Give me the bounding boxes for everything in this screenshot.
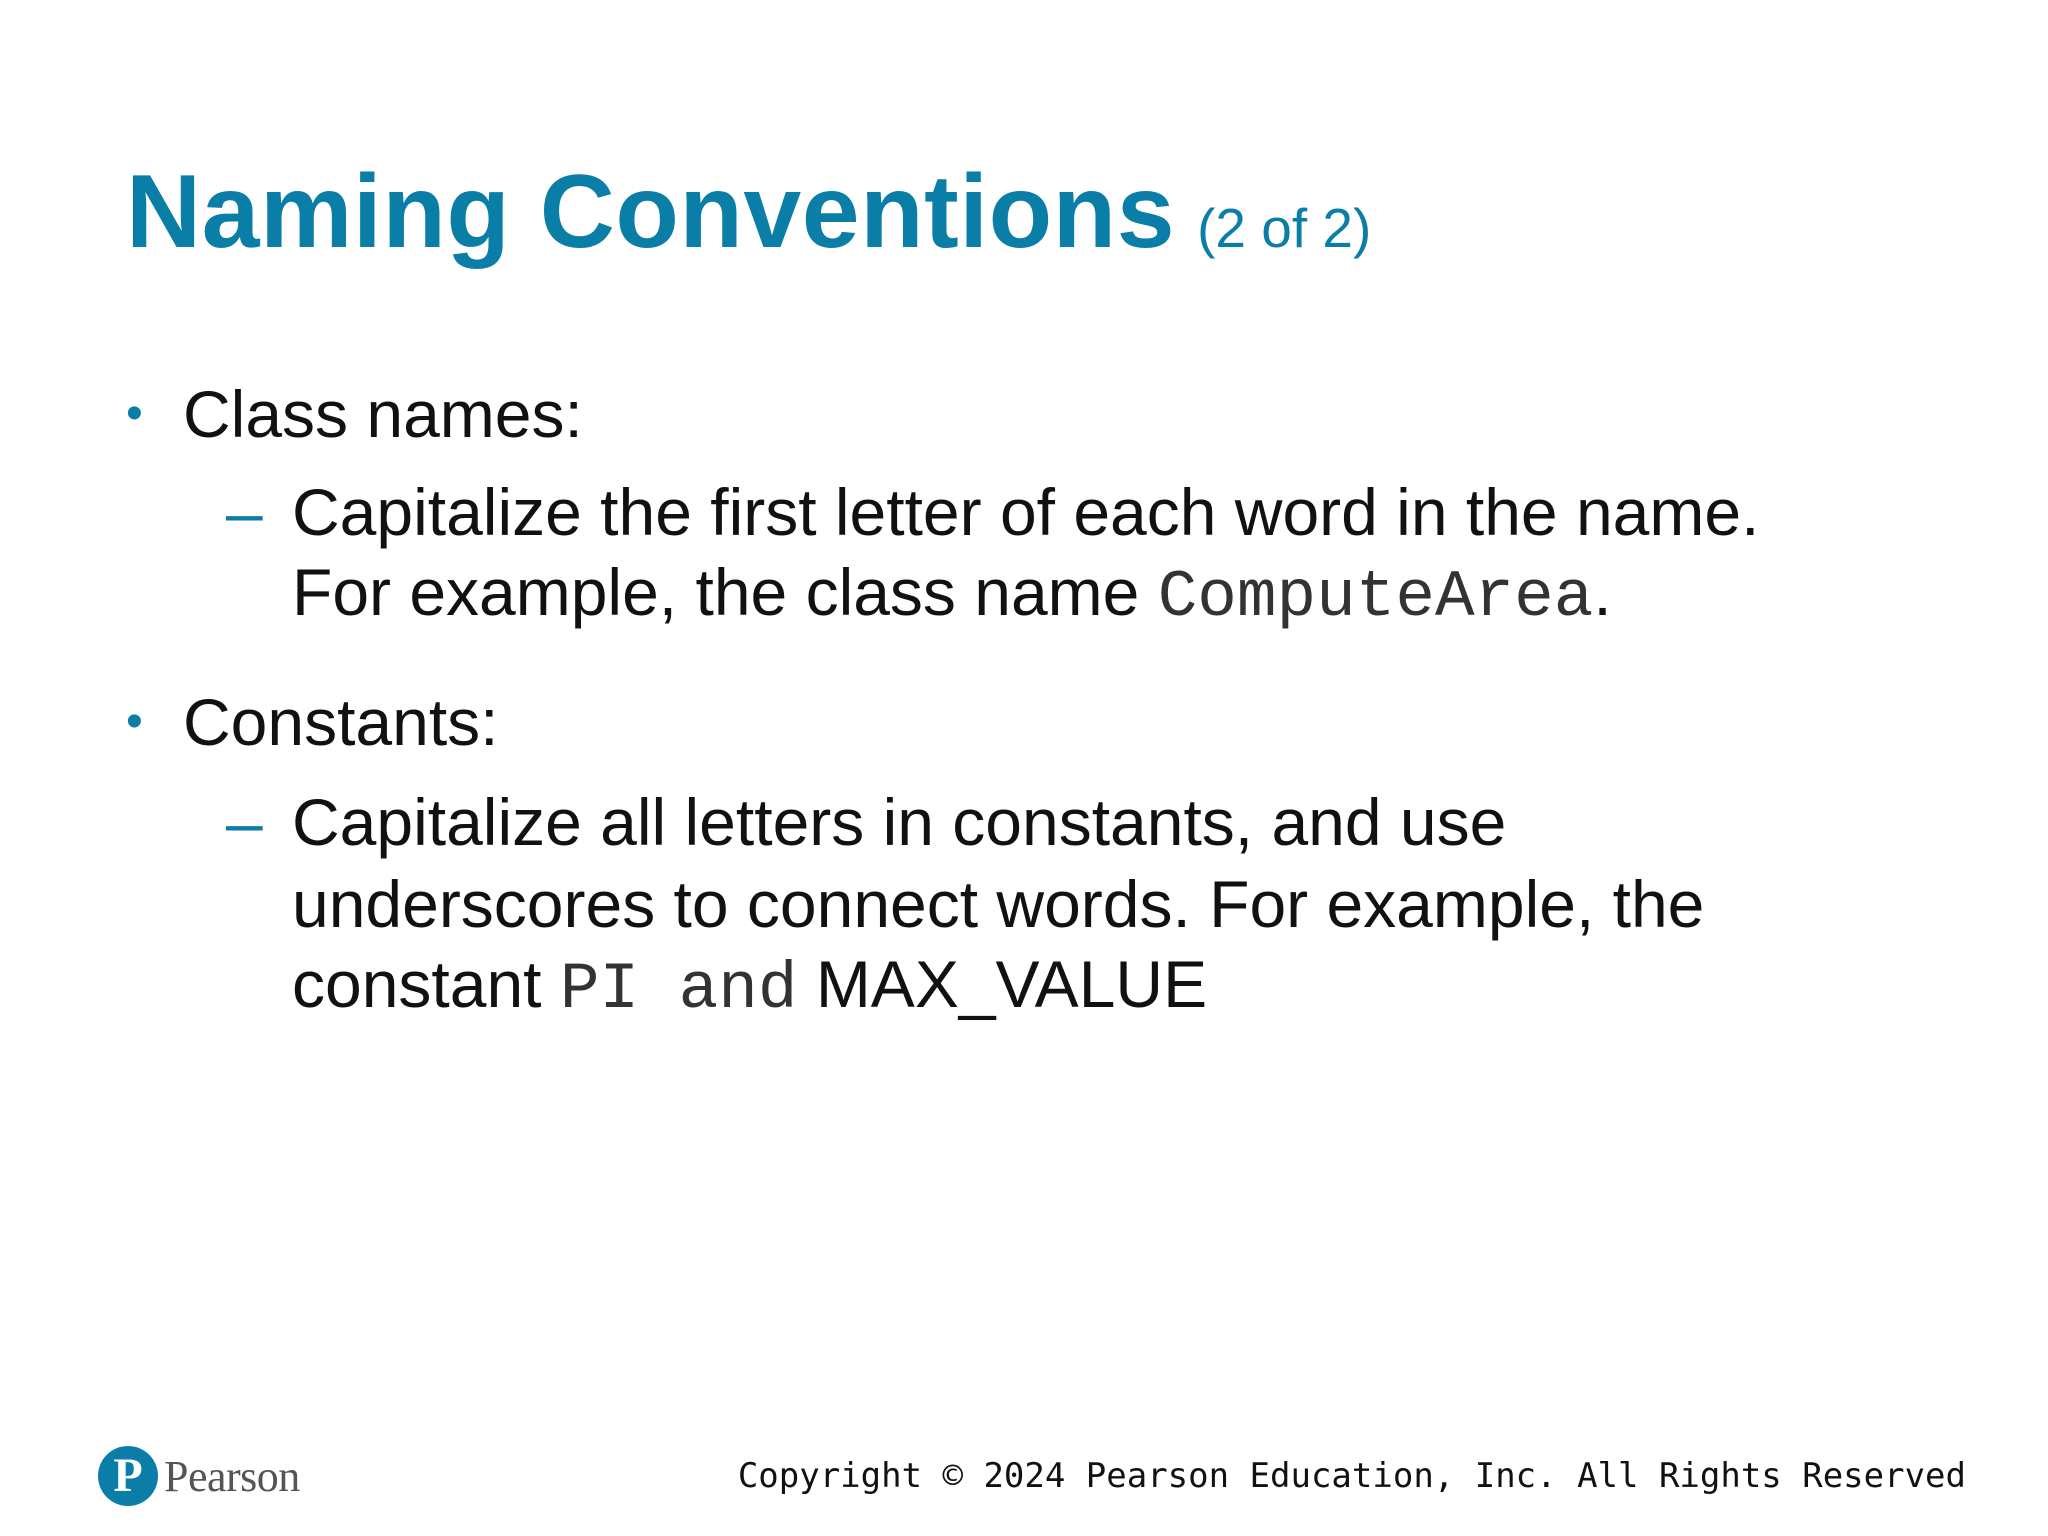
slide-title-part: (2 of 2) xyxy=(1197,197,1372,259)
sub-bullet-line xyxy=(292,944,1207,1030)
dash-icon: – xyxy=(226,785,263,859)
sub-bullet-line: Capitalize all letters in constants, and use xyxy=(292,785,1507,859)
logo-wordmark: Pearson xyxy=(164,1451,300,1501)
sub-bullet-text: MAX_VALUE xyxy=(797,947,1208,1021)
logo-letter: P xyxy=(113,1449,143,1502)
sub-bullet-line xyxy=(292,552,1612,638)
pearson-logo xyxy=(98,1446,300,1506)
sub-bullet-text: . xyxy=(1593,555,1612,629)
bullet-label: Class names: xyxy=(183,377,583,451)
copyright-notice: Copyright © 2024 Pearson Education, Inc. All Rights Reserved xyxy=(737,1456,1966,1496)
sub-bullet-text: For example, the class name xyxy=(292,555,1158,629)
sub-bullet-line: Capitalize the first letter of each word in the name. xyxy=(292,475,1760,549)
bullet-label: Constants: xyxy=(183,685,499,759)
pearson-p-icon xyxy=(98,1446,158,1506)
sub-bullet-line: underscores to connect words. For example, the xyxy=(292,867,1705,941)
bullet-dot-icon: • xyxy=(126,387,143,440)
sub-bullet-text: constant xyxy=(292,947,560,1021)
slide-title xyxy=(126,154,1372,270)
bullet-dot-icon: • xyxy=(126,695,143,748)
dash-icon: – xyxy=(226,475,263,549)
code-constant-example: PI and xyxy=(559,952,798,1027)
code-class-name: ComputeArea xyxy=(1157,560,1594,635)
slide-title-main: Naming Conventions xyxy=(126,154,1176,270)
